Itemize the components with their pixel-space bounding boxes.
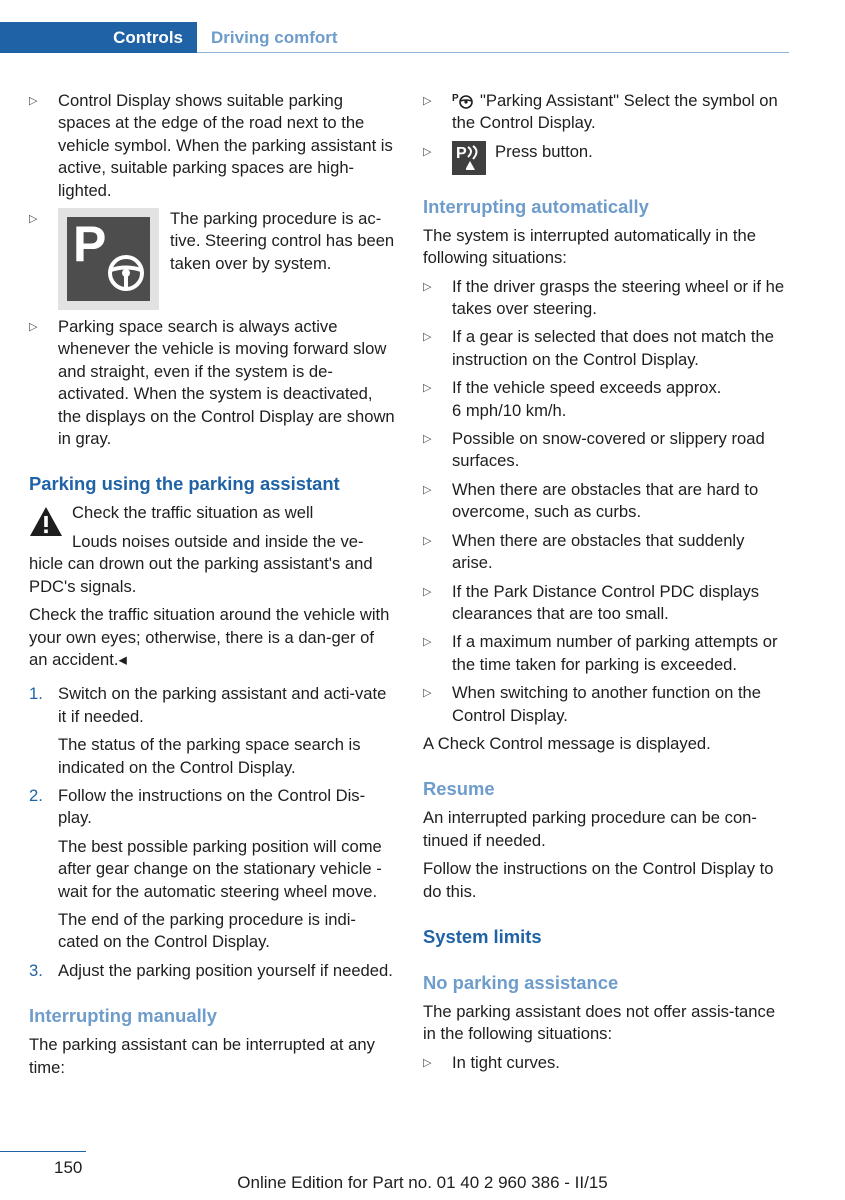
list-item-text: Press button. xyxy=(495,141,593,161)
list-item-text: "Parking Assistant" Select the symbol on the Control Display. xyxy=(452,91,778,133)
step-text: Switch on the parking assistant and acti-vate it if needed. xyxy=(58,684,387,726)
action-bullet-list xyxy=(423,90,787,179)
no-assist-list xyxy=(423,1052,787,1074)
list-item: ▷ If a gear is selected that does not match the instruction on the Control Display. xyxy=(423,326,787,371)
page-header xyxy=(0,22,789,53)
heading-no-parking-assistance: No parking assistance xyxy=(423,971,619,993)
list-item: ▷ If the vehicle speed exceeds approx. 6 mph/10 km/h. xyxy=(423,377,787,422)
heading-interrupting-manually: Interrupting manually xyxy=(29,1005,218,1027)
parking-assistant-button-icon: ▷ P xyxy=(452,141,486,175)
steps-list xyxy=(29,683,395,982)
page-number: 150 xyxy=(54,1158,83,1177)
svg-text:P: ▷ P xyxy=(452,93,459,104)
header-rule xyxy=(197,52,789,53)
heading-parking-assistant: Parking using the parking assistant xyxy=(29,473,340,495)
list-item: ▷ Control Display shows suitable parking spaces at the edge of the road next to the vehicle symbol. When the parking assistant is active, suitable parking spaces are high-lighted. xyxy=(29,90,395,202)
list-item: ▷ If the Park Distance Control PDC displays clearances that are too small. xyxy=(423,581,787,626)
step-detail: The best possible parking position will come after gear change on the stationary vehicle - wait for the automatic steering wheel move. xyxy=(58,836,382,901)
warning-block xyxy=(29,502,395,604)
left-column xyxy=(29,90,395,1085)
resume-text: An interrupted parking procedure can be con-tinued if needed. xyxy=(423,808,757,850)
list-item-text: The parking procedure is ac-tive. Steering control has been taken over by system. xyxy=(170,209,395,273)
step-text: Follow the instructions on the Control Dis-play. xyxy=(58,785,366,828)
resume-text-2: Follow the instructions on the Control Display to do this. xyxy=(423,859,774,901)
list-item: ▷ When there are obstacles that are hard to overcome, such as curbs. xyxy=(423,479,787,524)
list-item: ▷ Parking space search is always active whenever the vehicle is moving forward slow and straight, even if the system is de-activated. When the system is deactivated, the displays on the Control Display are shown in gray. xyxy=(29,316,395,450)
step-detail: The status of the parking space search is indicated on the Control Display. xyxy=(58,735,361,777)
warning-triangle-icon xyxy=(29,505,63,539)
list-item-with-icon xyxy=(29,208,395,310)
list-item: ▷ When switching to another function on the Control Display. xyxy=(423,682,787,727)
heading-system-limits: System limits xyxy=(423,925,542,947)
step-text: Adjust the parking position yourself if needed. xyxy=(58,960,393,980)
heading-resume: Resume xyxy=(423,778,495,800)
warning-text: Louds noises outside and inside the ve-hicle can drown out the parking assistant's and PDC's signals. xyxy=(29,531,373,596)
list-item xyxy=(423,141,787,179)
section-tab: Controls xyxy=(0,22,197,53)
no-assist-text: The parking assistant does not offer assis-tance in the following situations: xyxy=(423,1001,776,1044)
list-item: ▷ Possible on snow-covered or slippery road surfaces. xyxy=(423,428,787,473)
manual-text: The parking assistant can be interrupted at any time: xyxy=(29,1035,375,1077)
step-detail: The end of the parking procedure is indi-cated on the Control Display. xyxy=(58,909,356,952)
auto-intro: The system is interrupted automatically in the following situations: xyxy=(423,225,756,268)
check-control-text: A Check Control message is displayed. xyxy=(423,733,711,753)
list-item: ▷ In tight curves. xyxy=(423,1052,787,1074)
step-item xyxy=(29,960,395,982)
list-item: ▷ If a maximum number of parking attempts or the time taken for parking is exceeded. xyxy=(423,631,787,676)
step-number: 3. xyxy=(29,960,43,980)
list-item: ▷ When there are obstacles that suddenly arise. xyxy=(423,530,787,575)
footer-rule xyxy=(0,1151,86,1152)
warning-title: Check the traffic situation as well xyxy=(72,503,314,523)
parking-assistant-symbol-icon xyxy=(452,91,474,109)
subsection-title: Driving comfort xyxy=(211,28,338,47)
right-column xyxy=(423,90,787,1080)
heading-interrupting-automatically: Interrupting automatically xyxy=(423,195,649,217)
step-number: 1. xyxy=(29,684,43,704)
list-item: ▷ If the driver grasps the steering wheel or if he takes over steering. xyxy=(423,276,787,321)
parking-steering-icon: ▷ P xyxy=(58,208,159,310)
step-item xyxy=(29,683,395,779)
auto-interrupt-list xyxy=(423,276,787,727)
intro-bullet-list xyxy=(29,90,395,450)
step-item xyxy=(29,785,395,954)
edition-note: Online Edition for Part no. 01 40 2 960 386 - II/15 xyxy=(237,1173,608,1192)
list-item xyxy=(423,90,787,135)
step-number: 2. xyxy=(29,785,43,805)
warning-text-2: Check the traffic situation around the vehicle with your own eyes; otherwise, there is a dan-ger of an accident.◂ xyxy=(29,605,390,669)
